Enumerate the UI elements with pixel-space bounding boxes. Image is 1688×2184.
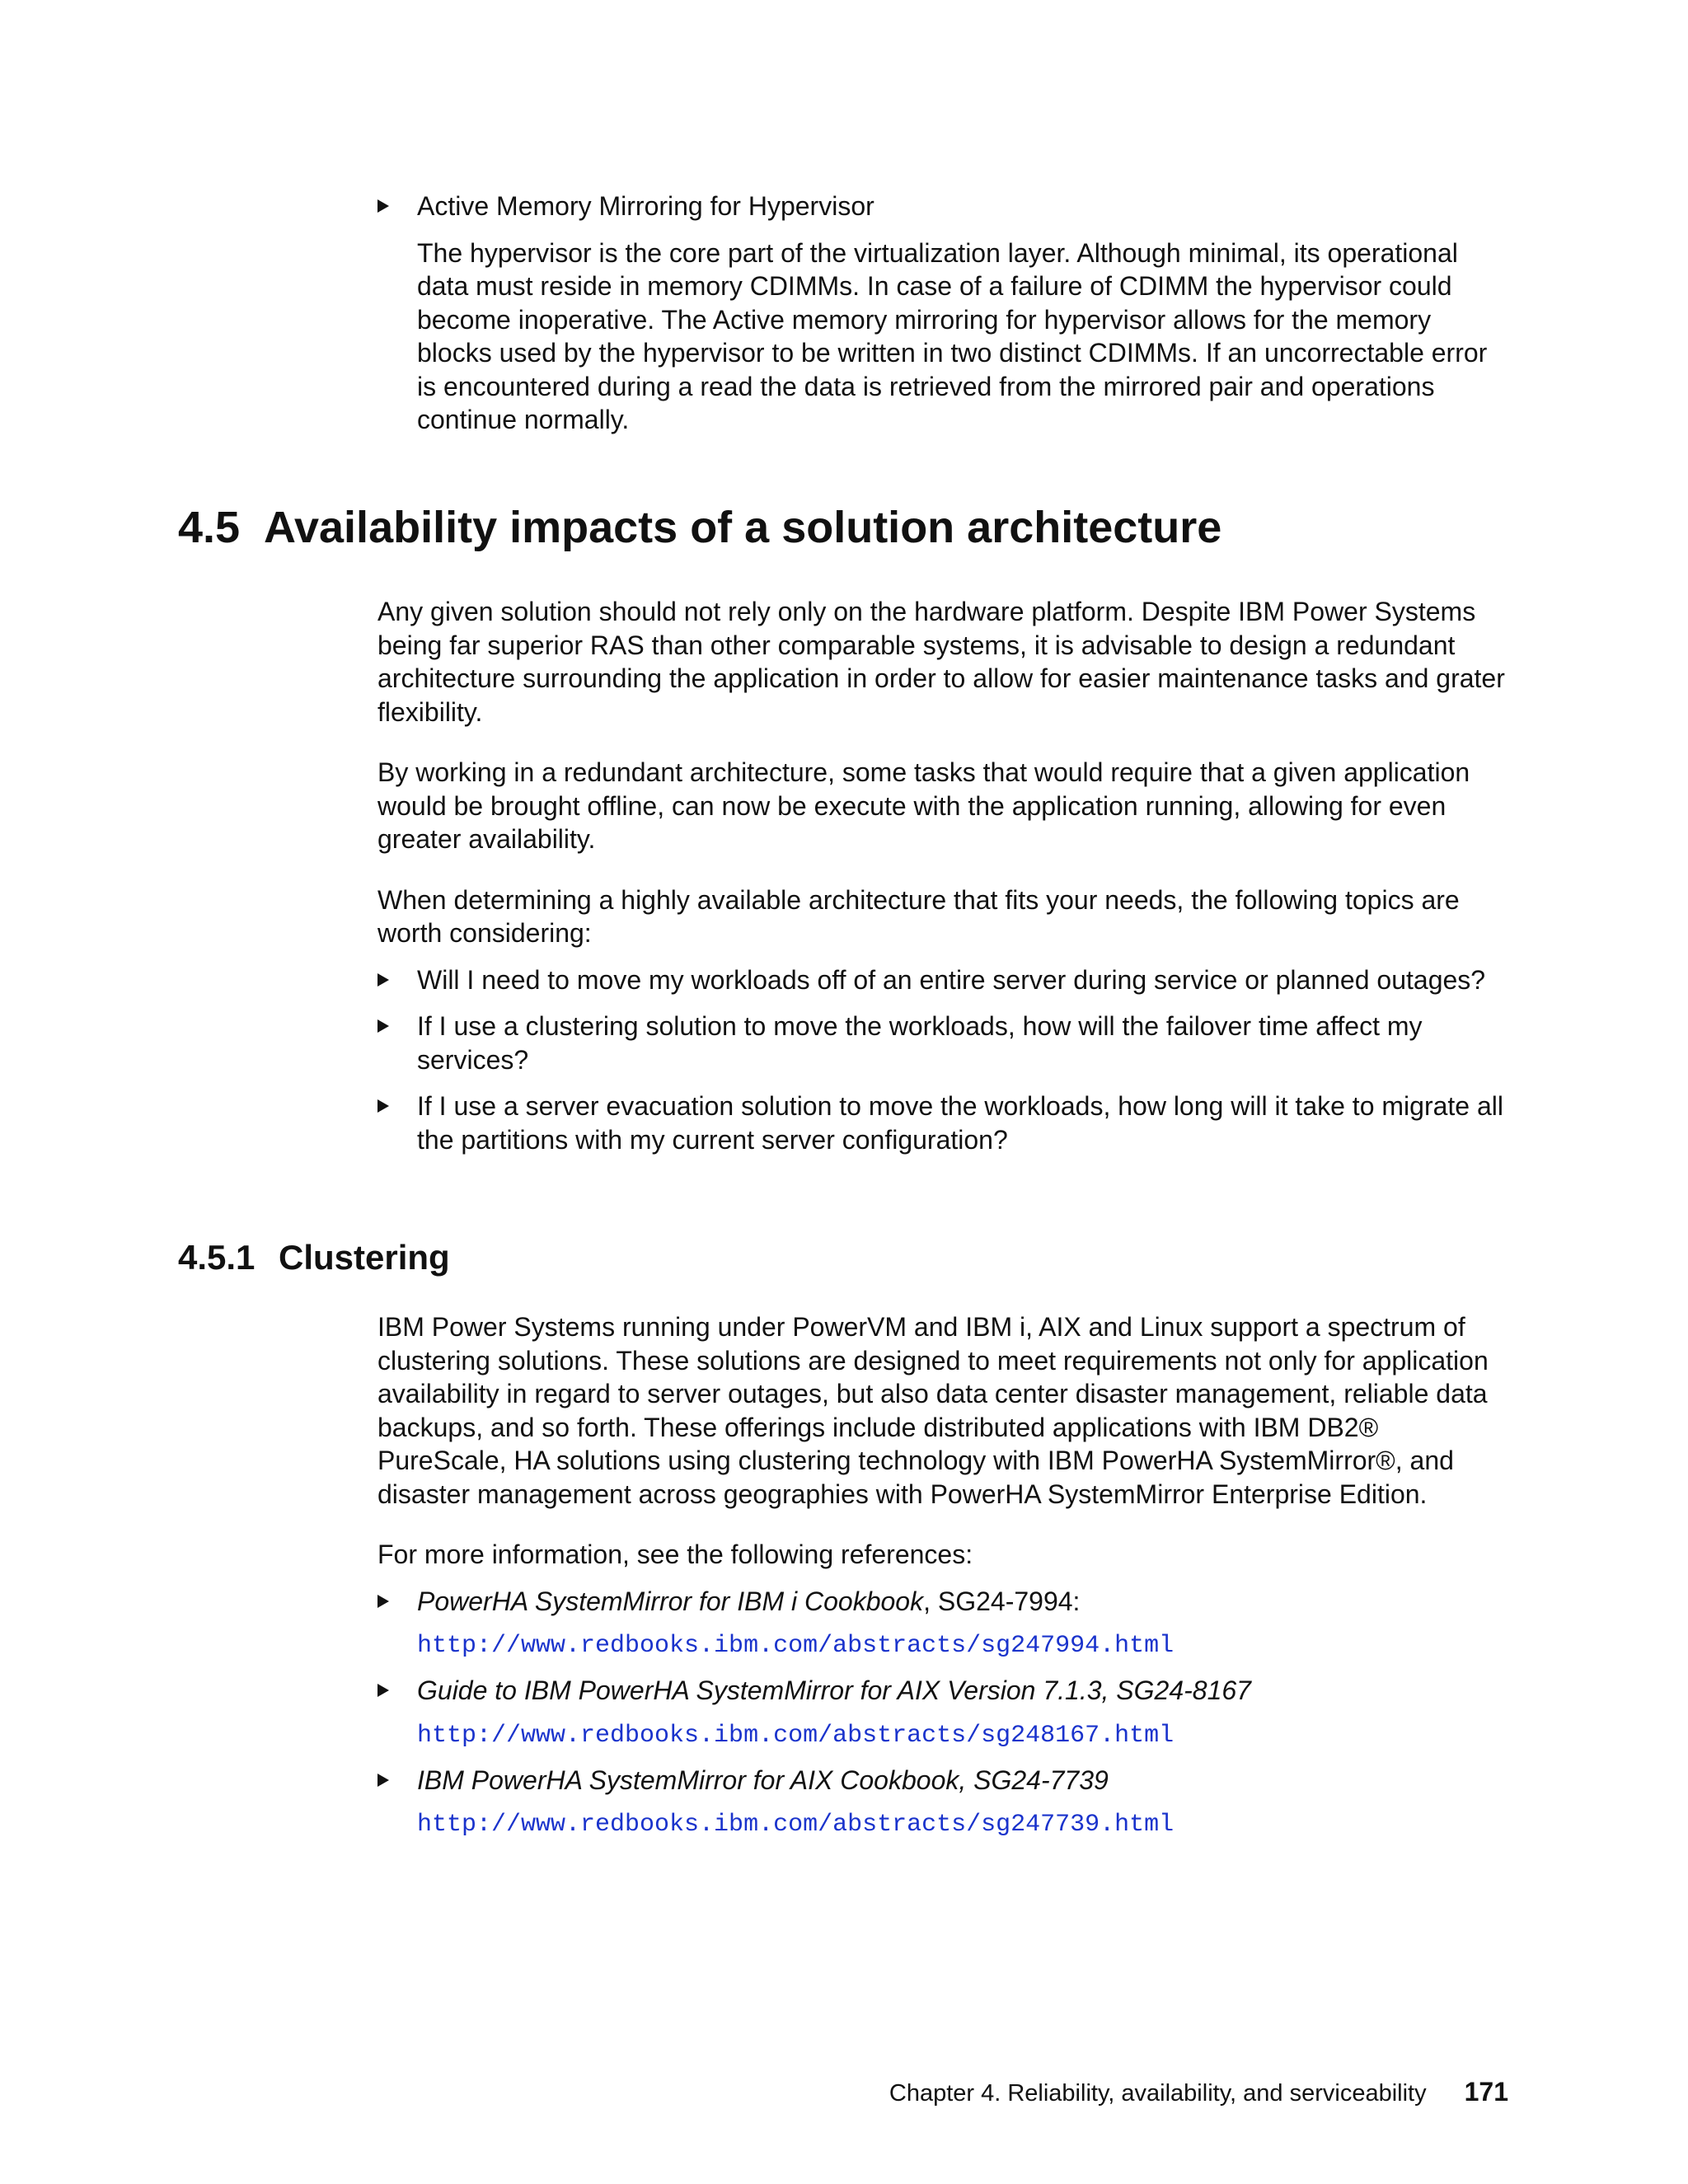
topic-bullet-1: Will I need to move my workloads off of an entire server during service or planned outages?	[417, 964, 1486, 995]
subsection-paragraph: IBM Power Systems running under PowerVM and IBM i, AIX and Linux support a spectrum of clustering solutions. These solutions are designed to meet requirements not only for application availability in regard to server outages, but also data center disaster management, reliable data backups, and so forth. These offerings include distributed applications with IBM DB2® PureScale, HA solutions using clustering technology with IBM PowerHA SystemMirror®, and disaster management across geographies with PowerHA SystemMirror Enterprise Edition.	[377, 1312, 1489, 1509]
subsection-number: 4.5.1	[178, 1238, 256, 1277]
section-body	[377, 595, 1507, 1156]
section-heading	[178, 501, 1221, 554]
page-footer	[889, 2077, 1508, 2108]
subsection-title: Clustering	[279, 1238, 450, 1277]
bullet-arrow-icon	[377, 973, 389, 987]
list-item	[377, 963, 1507, 997]
reference-item	[377, 1764, 1507, 1797]
topic-bullet-3: If I use a server evacuation solution to move the workloads, how long will it take to migrate all the partitions with my current server configuration?	[417, 1091, 1503, 1155]
bullet-item	[377, 190, 1507, 223]
intro-bullet-text: The hypervisor is the core part of the virtualization layer. Although minimal, its operational data must reside in memory CDIMMs. In case of a failure of CDIMM the hypervisor could become inoperative. The Active memory mirroring for hypervisor allows for the memory blocks used by the hypervisor to be written in two distinct CDIMMs. If an uncorrectable error is encountered during a read the data is retrieved from the mirrored pair and operations continue normally.	[417, 237, 1488, 434]
reference-item	[377, 1585, 1507, 1619]
list-item	[377, 1090, 1507, 1156]
reference-title-1: PowerHA SystemMirror for IBM i Cookbook	[417, 1586, 924, 1616]
reference-link-3[interactable]: http://www.redbooks.ibm.com/abstracts/sg247739.html	[417, 1811, 1175, 1839]
subsection-body	[377, 1310, 1507, 1841]
footer-chapter: Chapter 4. Reliability, availability, and serviceability	[889, 2080, 1427, 2107]
section-number: 4.5	[178, 503, 241, 552]
bullet-arrow-icon	[377, 1774, 389, 1787]
reference-link-2[interactable]: http://www.redbooks.ibm.com/abstracts/sg248167.html	[417, 1721, 1175, 1750]
references-intro: For more information, see the following references:	[377, 1540, 973, 1569]
page-number: 171	[1464, 2077, 1508, 2107]
bullet-arrow-icon	[377, 1684, 389, 1697]
intro-bullet	[377, 190, 1507, 437]
section-paragraph-3: When determining a highly available architecture that fits your needs, the following topics are worth considering:	[377, 884, 1460, 948]
subsection-heading	[178, 1236, 450, 1279]
section-paragraph-2: By working in a redundant architecture, some tasks that would require that a given application would be brought offline, can now be execute with the application running, allowing for even greater availability.	[377, 757, 1470, 854]
bullet-arrow-icon	[377, 199, 389, 213]
section-paragraph-1: Any given solution should not rely only on the hardware platform. Despite IBM Power Systems being far superior RAS than other comparable systems, it is advisable to design a redundant architecture surrounding the application in order to allow for easier maintenance tasks and grater flexibility.	[377, 597, 1505, 727]
reference-item	[377, 1674, 1507, 1708]
reference-link-1[interactable]: http://www.redbooks.ibm.com/abstracts/sg247994.html	[417, 1632, 1175, 1660]
reference-title-3: IBM PowerHA SystemMirror for AIX Cookbook, SG24-7739	[417, 1765, 1109, 1795]
bullet-arrow-icon	[377, 1099, 389, 1113]
reference-title-2: Guide to IBM PowerHA SystemMirror for AIX Version 7.1.3, SG24-8167	[417, 1675, 1251, 1705]
bullet-arrow-icon	[377, 1019, 389, 1033]
topic-bullet-2: If I use a clustering solution to move the workloads, how will the failover time affect my services?	[417, 1011, 1423, 1075]
section-title: Availability impacts of a solution architecture	[264, 503, 1222, 552]
bullet-arrow-icon	[377, 1595, 389, 1608]
reference-suffix-1: , SG24-7994:	[923, 1586, 1081, 1616]
list-item	[377, 1010, 1507, 1076]
intro-bullet-title: Active Memory Mirroring for Hypervisor	[417, 191, 874, 221]
